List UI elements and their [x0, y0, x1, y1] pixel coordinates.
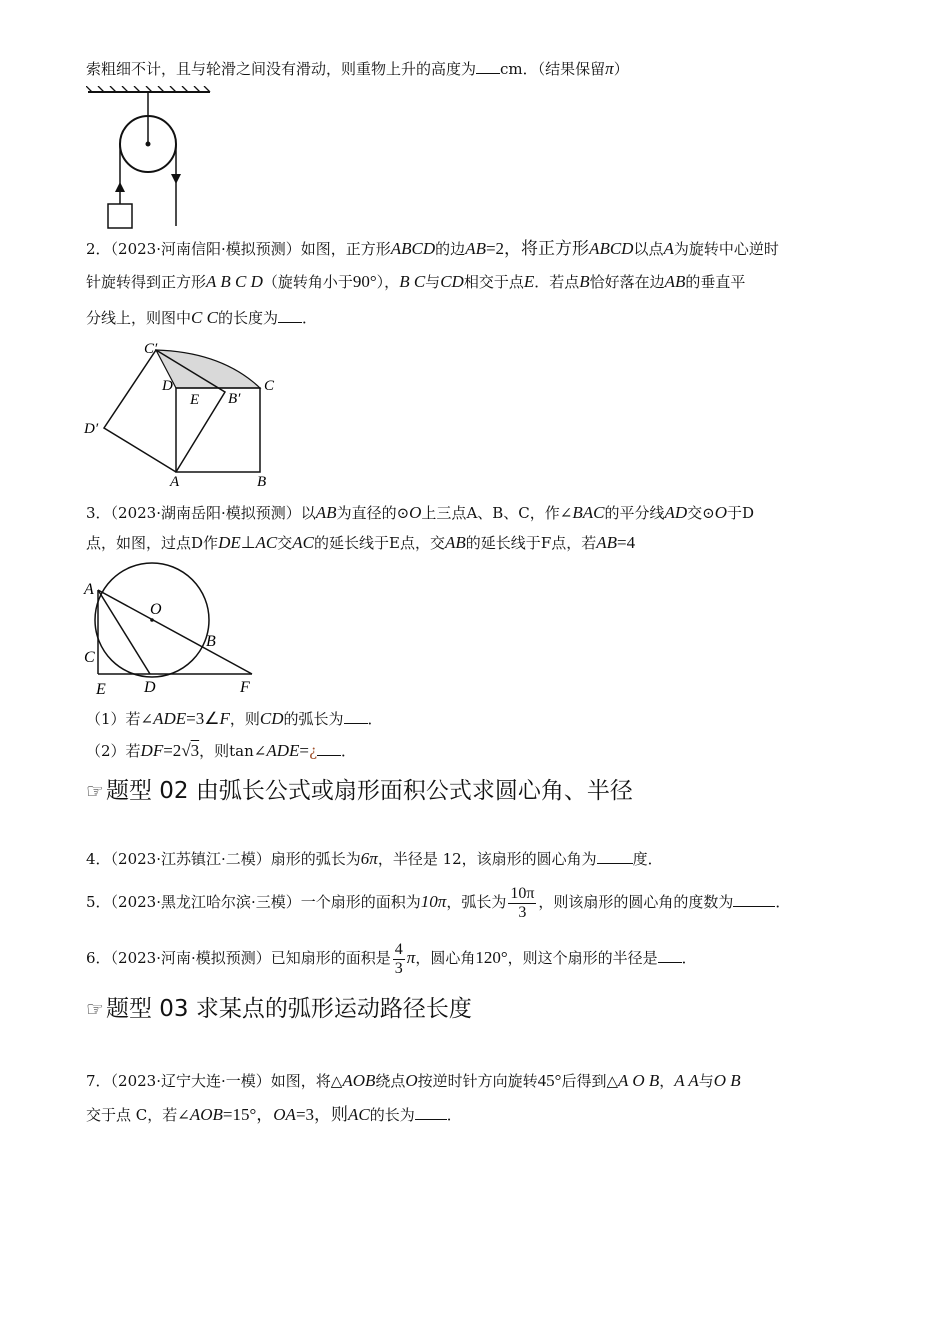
- answer-blank[interactable]: [597, 849, 633, 864]
- text-q3-l2f: AC: [255, 533, 278, 552]
- text-q3-s1h: ．: [367, 710, 383, 728]
- text-q3-l2l: AB: [445, 533, 466, 552]
- text-q6-e: ，则这个扇形的半径是: [507, 949, 658, 967]
- text-q3-l1d: O: [409, 503, 422, 522]
- text-q2-fig-C1: C′: [144, 341, 158, 357]
- text-q2-l2k: ．若点: [534, 273, 580, 291]
- text-q3-l1b: AB: [315, 503, 337, 522]
- text-q5-e: ．: [775, 893, 791, 911]
- pulley-figure: [86, 86, 214, 231]
- text-q3-s1d: F: [219, 709, 230, 728]
- text-q7-b: AOB: [342, 1071, 376, 1090]
- q4-line: [86, 848, 663, 870]
- text-q3-s1f: CD: [259, 709, 284, 728]
- text-q3-s2g: =: [299, 741, 309, 760]
- text-q7-r: AC: [348, 1105, 370, 1124]
- text-q2-l2j: E: [523, 272, 535, 291]
- text-q7-n: AOB: [189, 1105, 223, 1124]
- q2-line2: [86, 271, 745, 293]
- pointing-hand-icon: ☞: [86, 997, 104, 1021]
- text-q2-l1i: 为旋转中心逆时: [673, 240, 779, 258]
- text-q3-s2b: DF: [140, 741, 164, 760]
- section-heading-03: [86, 994, 472, 1024]
- text-q2-l2f: B C: [399, 272, 426, 291]
- circle-figure: [82, 562, 262, 700]
- text-q3-l1n: D: [742, 504, 755, 522]
- text-q2-l1g: 以点: [633, 240, 664, 258]
- text-q2-l3c: 的长度为: [217, 309, 278, 327]
- text-q2-l1f: ABCD: [589, 239, 634, 258]
- text-q1-unit: cm．（结果保留: [500, 60, 606, 78]
- text-q3-fig-C: C: [84, 649, 95, 666]
- answer-blank[interactable]: [658, 948, 682, 963]
- text-q4-num: 4．: [86, 850, 111, 868]
- text-q3-l2k: 点，交: [400, 534, 446, 552]
- text-q7-a: 如图，将△: [270, 1072, 343, 1090]
- text-q3-l1l: O: [714, 503, 728, 522]
- text-q4-a: 扇形的弧长为: [270, 850, 361, 868]
- text-q3-s1g: 的弧长为: [283, 710, 344, 728]
- text-q3-s1c: =3∠: [186, 709, 220, 728]
- text-q1-line: 索粗细不计，且与轮滑之间没有滑动，则重物上升的高度为: [86, 60, 477, 78]
- text-q3-s1b: ADE: [153, 709, 187, 728]
- q3-line2: [86, 532, 635, 554]
- pointing-hand-icon: ☞: [86, 779, 104, 803]
- answer-blank[interactable]: [476, 59, 500, 74]
- text-q2-l2o: 的垂直平: [685, 273, 746, 291]
- q3-sub2: （2）若DF=2√3，则tan∠ADE=¿ ．: [86, 741, 357, 760]
- text-q7-d: O: [405, 1071, 418, 1090]
- text-q2-l1b: ABCD: [390, 239, 436, 258]
- text-q2-l2g: 与: [425, 273, 441, 291]
- text-q2-fig-C: C: [264, 378, 275, 394]
- q7-line1: [86, 1070, 741, 1092]
- text-q7-f: 45°: [537, 1071, 562, 1090]
- text-q5-fn: 10π: [510, 884, 535, 902]
- text-q2-l2h: CD: [440, 272, 464, 291]
- text-q2-l2m: 恰好落在边: [589, 273, 665, 291]
- text-q3-fig-F: F: [240, 679, 250, 696]
- text-q7-g: 后得到△: [561, 1072, 619, 1090]
- text-q2-l1d: AB: [465, 239, 486, 258]
- answer-blank[interactable]: [317, 741, 341, 756]
- text-q3-l2d: DE: [218, 533, 241, 552]
- text-q2-fig-B1: B′: [228, 391, 241, 407]
- text-q2-src: （2023·河南信阳·模拟预测）: [110, 240, 301, 258]
- text-q1-pi: π: [605, 59, 614, 78]
- text-q3-l2i: 的延长线于: [314, 534, 390, 552]
- text-q2-l2l: B: [579, 272, 590, 291]
- text-q7-i: ，: [659, 1072, 675, 1090]
- section-heading-02: [86, 776, 633, 806]
- answer-blank[interactable]: [278, 308, 302, 323]
- text-q2-l2e: ），: [376, 273, 400, 291]
- text-q7-j: A A: [674, 1071, 699, 1090]
- text-q7-e: 按逆时针方向旋转: [417, 1072, 538, 1090]
- text-q3-l1g: ，作∠: [529, 504, 573, 522]
- text-q4-c: ，半径是 12，该扇形的圆心角为: [377, 850, 597, 868]
- text-q3-l1c: 为直径的⊙: [336, 504, 410, 522]
- text-q2-l1h: A: [663, 239, 674, 258]
- text-q3-fig-A: A: [84, 581, 94, 598]
- text-q2-l2i: 相交于点: [463, 273, 524, 291]
- text-q2-l1a: 如图，正方形: [300, 240, 391, 258]
- text-q2-l2c: （旋转角小于: [262, 273, 353, 291]
- text-q7-k: 与: [698, 1072, 714, 1090]
- text-q3-l2e: ⊥: [240, 533, 256, 552]
- q7-line2: [86, 1104, 462, 1126]
- text-q6-src: （2023·河南·模拟预测）: [110, 949, 271, 967]
- text-q3-l2g: 交: [277, 534, 293, 552]
- text-q3-s2d: 3: [190, 741, 200, 760]
- text-q6-c: ，圆心角: [415, 949, 476, 967]
- text-q2-fig-E: E: [190, 392, 200, 408]
- text-q2-fig-B: B: [257, 474, 267, 490]
- text-q6-b: π: [406, 948, 416, 967]
- text-q2-num: 2．: [86, 240, 111, 258]
- q6-line: [86, 938, 697, 978]
- text-q3-fig-D: D: [144, 679, 156, 696]
- text-q3-s1a: （1）若∠: [86, 710, 154, 728]
- text-q2-fig-A: A: [170, 474, 180, 490]
- answer-blank[interactable]: [415, 1105, 447, 1120]
- text-q6-a: 已知扇形的面积是: [270, 949, 391, 967]
- text-q3-l1k: 交⊙: [687, 504, 715, 522]
- text-q4-b: 6π: [360, 849, 378, 868]
- text-q2-l1e: =2，将正方形: [485, 239, 590, 258]
- text-q5-num: 5．: [86, 893, 111, 911]
- text-q2-l3b: C C: [191, 308, 218, 327]
- q2-line1: [86, 238, 779, 260]
- text-q5-c: ，弧长为: [446, 893, 507, 911]
- text-q5-b: 10π: [420, 892, 447, 911]
- text-q2-l3d: ．: [301, 309, 317, 327]
- text-q3-s2f: ADE: [266, 741, 300, 760]
- text-h3-text: 题型 03 求某点的弧形运动路径长度: [105, 996, 472, 1022]
- text-q7-q: =3，则: [295, 1105, 349, 1124]
- text-q3-l2q: =4: [617, 533, 636, 552]
- text-q4-d: 度．: [632, 850, 663, 868]
- text-h2-text: 题型 02 由弧长公式或扇形面积公式求圆心角、半径: [105, 778, 633, 804]
- q3-line1: [86, 502, 754, 524]
- text-q7-t: ．: [446, 1106, 462, 1124]
- text-q3-s2i: ．: [341, 742, 357, 760]
- text-q3-l1e: 上三点: [421, 504, 467, 522]
- text-q3-l2h: AC: [292, 533, 315, 552]
- text-q2-l2d: 90°: [352, 272, 377, 291]
- text-q3-l2j: E: [389, 534, 400, 552]
- text-q7-src: （2023·辽宁大连·一模）: [110, 1072, 271, 1090]
- text-q2-l3a: 分线上，则图中: [86, 309, 192, 327]
- q3-sub1: [86, 708, 383, 730]
- text-q3-s2e: ，则tan∠: [199, 742, 267, 760]
- text-q3-l2b: D: [191, 534, 204, 552]
- q2-line3: [86, 307, 317, 329]
- text-q3-s2c: =2: [163, 741, 182, 760]
- text-q5-a: 一个扇形的面积为: [300, 893, 421, 911]
- q5-line: [86, 884, 790, 922]
- text-q7-s: 的长为: [369, 1106, 415, 1124]
- text-q7-o: =15°，: [222, 1105, 274, 1124]
- text-q4-src: （2023·江苏镇江·二模）: [110, 850, 271, 868]
- text-q6-num: 6．: [86, 949, 111, 967]
- text-q6-fn: 4: [394, 940, 403, 958]
- text-q3-src: （2023·湖南岳阳·模拟预测）: [110, 504, 301, 522]
- text-q3-l1a: 以: [300, 504, 316, 522]
- text-q3-s2a: （2）若: [86, 742, 141, 760]
- text-q3-l1h: BAC: [572, 503, 605, 522]
- text-q3-fig-O: O: [150, 601, 162, 618]
- text-q3-l1m: 于: [727, 504, 743, 522]
- text-q2-l2a: 针旋转得到正方形: [86, 273, 207, 291]
- text-q3-l2m: 的延长线于: [465, 534, 541, 552]
- text-q2-fig-D1: D′: [84, 421, 99, 437]
- answer-blank[interactable]: [733, 892, 775, 907]
- text-q5-d: ，则该扇形的圆心角的度数为: [538, 893, 734, 911]
- text-q6-fd: 3: [394, 959, 403, 977]
- text-q2-l1c: 的边: [435, 240, 466, 258]
- text-q7-p: OA: [273, 1105, 296, 1124]
- text-q2-l2b: A B C D: [206, 272, 263, 291]
- text-q7-h: A O B: [618, 1071, 660, 1090]
- text-q7-num: 7．: [86, 1072, 111, 1090]
- text-q6-f: ．: [681, 949, 697, 967]
- text-q3-l1j: AD: [664, 503, 688, 522]
- text-q3-l2c: 作: [203, 534, 219, 552]
- text-q3-s1e: ，则: [229, 710, 260, 728]
- text-q2-fig-D: D: [162, 378, 173, 394]
- rotated-square-figure: [82, 338, 292, 490]
- text-q6-d: 120°: [475, 948, 508, 967]
- text-q5-fd: 3: [518, 903, 527, 921]
- text-q3-fig-E: E: [96, 681, 106, 698]
- text-q3-fig-B: B: [206, 633, 216, 650]
- text-q1-end: ）: [613, 60, 629, 78]
- text-q5-src: （2023·黑龙江哈尔滨·三模）: [110, 893, 301, 911]
- text-q3-num: 3．: [86, 504, 111, 522]
- q1-line: [86, 58, 629, 80]
- text-q3-s2h: ¿: [309, 742, 318, 760]
- text-q3-l2p: AB: [596, 533, 618, 552]
- text-q3-l1f: A、B、C: [466, 504, 530, 522]
- answer-blank[interactable]: [344, 709, 368, 724]
- text-q3-l2o: 点，若: [551, 534, 597, 552]
- text-q7-m: 交于点 C，若∠: [86, 1106, 190, 1124]
- text-q3-l1i: 的平分线: [604, 504, 665, 522]
- text-q3-l2n: F: [540, 534, 552, 552]
- text-q3-l2a: 点，如图，过点: [86, 534, 192, 552]
- text-q7-c: 绕点: [375, 1072, 406, 1090]
- text-q7-l: O B: [713, 1071, 741, 1090]
- text-q2-l2n: AB: [664, 272, 686, 291]
